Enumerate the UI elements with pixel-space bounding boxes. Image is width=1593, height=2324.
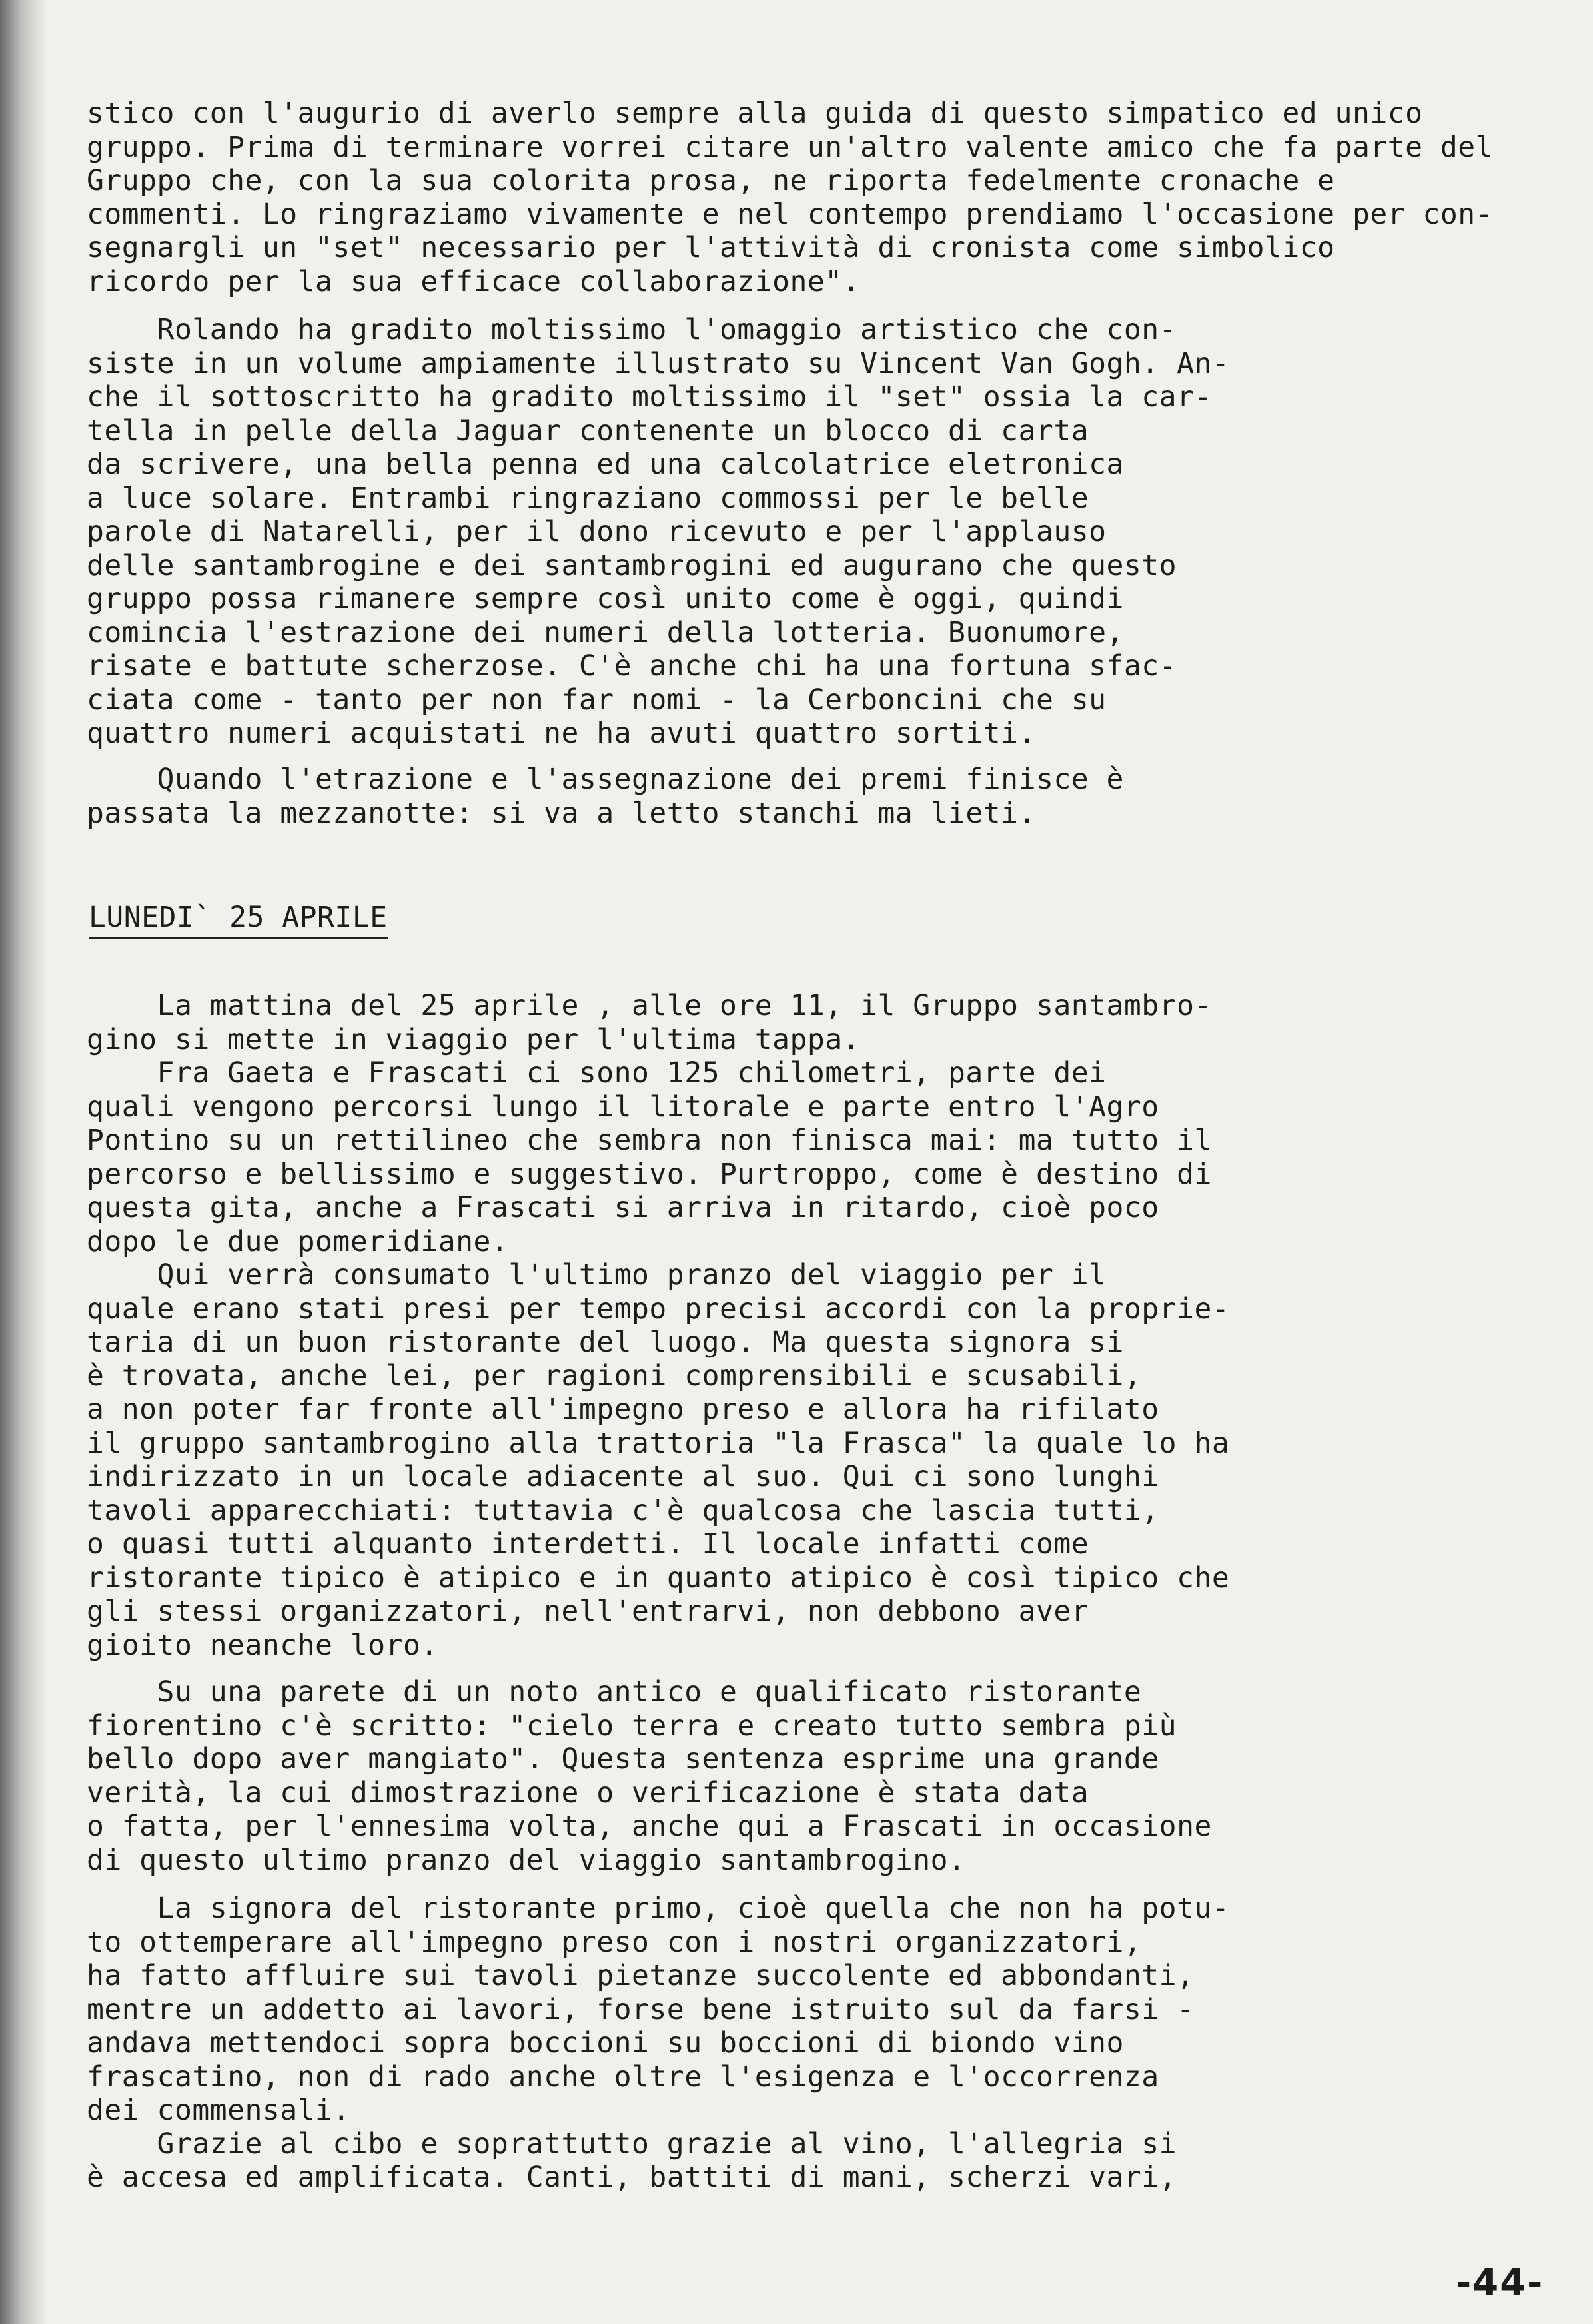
- text-line: dei commensali.: [87, 2094, 350, 2127]
- text-line: Gruppo che, con la sua colorita prosa, ne riporta fedelmente cronache e: [87, 164, 1335, 197]
- text-line: Su una parete di un noto antico e qualificato ristorante: [87, 1675, 1142, 1709]
- text-line: gruppo possa rimanere sempre così unito come è oggi, quindi: [87, 582, 1124, 615]
- text-line: Pontino su un rettilineo che sembra non finisca mai: ma tutto il: [87, 1124, 1212, 1157]
- paragraph-3: [87, 763, 1379, 830]
- page-binding-shadow: [0, 0, 47, 2324]
- text-line: La mattina del 25 aprile , alle ore 11, il Gruppo santambro-: [87, 989, 1212, 1022]
- text-line: il gruppo santambrogino alla trattoria "la Frasca" la quale lo ha: [87, 1426, 1230, 1460]
- paragraph-5: [87, 1675, 1379, 1877]
- text-line: bello dopo aver mangiato". Questa sentenza esprime una grande: [87, 1743, 1159, 1776]
- text-line: gino si mette in viaggio per l'ultima tappa.: [87, 1022, 861, 1056]
- text-line: Rolando ha gradito moltissimo l'omaggio artistico che con-: [87, 313, 1177, 346]
- text-line: ricordo per la sua efficace collaborazione".: [87, 264, 861, 298]
- text-line: o quasi tutti alquanto interdetti. Il locale infatti come: [87, 1527, 1089, 1561]
- text-line: Quando l'etrazione e l'assegnazione dei premi finisce è: [87, 763, 1124, 796]
- section-heading: [89, 901, 388, 934]
- text-line: quali vengono percorsi lungo il litorale e parte entro l'Agro: [87, 1090, 1159, 1124]
- text-line: comincia l'estrazione dei numeri della lotteria. Buonumore,: [87, 615, 1124, 649]
- text-line: gruppo. Prima di terminare vorrei citare un'altro valente amico che fa parte del: [87, 130, 1494, 164]
- text-line: indirizzato in un locale adiacente al suo. Qui ci sono lunghi: [87, 1460, 1159, 1493]
- text-line: frascatino, non di rado anche oltre l'esigenza e l'occorrenza: [87, 2060, 1159, 2094]
- text-line: a luce solare. Entrambi ringraziano commossi per le belle: [87, 481, 1089, 515]
- text-line: è trovata, anche lei, per ragioni comprensibili e scusabili,: [87, 1359, 1142, 1393]
- text-line: a non poter far fronte all'impegno preso e allora ha rifilato: [87, 1393, 1159, 1426]
- heading-text: LUNEDI` 25 APRILE: [89, 901, 388, 939]
- text-line: quale erano stati presi per tempo precisi accordi con la proprie-: [87, 1292, 1230, 1326]
- page-number: -44-: [1456, 2261, 1544, 2305]
- text-line: verità, la cui dimostrazione o verificazione è stata data: [87, 1776, 1089, 1810]
- text-line: Qui verrà consumato l'ultimo pranzo del viaggio per il: [87, 1258, 1107, 1292]
- text-line: percorso e bellissimo e suggestivo. Purtroppo, come è destino di: [87, 1157, 1212, 1191]
- paragraph-4: [87, 989, 1379, 1662]
- text-line: gioito neanche loro.: [87, 1628, 438, 1662]
- text-line: ciata come - tanto per non far nomi - la Cerboncini che su: [87, 683, 1107, 717]
- text-line: Fra Gaeta e Frascati ci sono 125 chilometri, parte dei: [87, 1056, 1107, 1090]
- text-line: gli stessi organizzatori, nell'entrarvi, non debbono aver: [87, 1595, 1089, 1628]
- text-line: La signora del ristorante primo, cioè quella che non ha potu-: [87, 1892, 1230, 1925]
- text-line: di questo ultimo pranzo del viaggio santambrogino.: [87, 1843, 966, 1877]
- text-line: ristorante tipico è atipico e in quanto atipico è così tipico che: [87, 1561, 1230, 1595]
- text-line: passata la mezzanotte: si va a letto stanchi ma lieti.: [87, 796, 1036, 830]
- text-line: segnargli un "set" necessario per l'attività di cronista come simbolico: [87, 231, 1335, 264]
- paragraph-6: [87, 1892, 1379, 2195]
- text-line: stico con l'augurio di averlo sempre alla guida di questo simpatico ed unico: [87, 97, 1423, 130]
- text-line: che il sottoscritto ha gradito moltissimo il "set" ossia la car-: [87, 380, 1212, 414]
- text-line: da scrivere, una bella penna ed una calcolatrice eletronica: [87, 448, 1124, 481]
- text-line: quattro numeri acquistati ne ha avuti quattro sortiti.: [87, 717, 1036, 750]
- text-line: tavoli apparecchiati: tuttavia c'è qualcosa che lascia tutti,: [87, 1493, 1159, 1527]
- text-line: andava mettendoci sopra boccioni su boccioni di biondo vino: [87, 2026, 1124, 2060]
- text-line: o fatta, per l'ennesima volta, anche qui a Frascati in occasione: [87, 1810, 1212, 1843]
- text-line: tella in pelle della Jaguar contenente un blocco di carta: [87, 414, 1089, 448]
- text-line: fiorentino c'è scritto: "cielo terra e creato tutto sembra più: [87, 1709, 1177, 1743]
- paragraph-1: [87, 97, 1494, 298]
- text-line: parole di Natarelli, per il dono ricevuto e per l'applauso: [87, 515, 1107, 548]
- paragraph-2: [87, 313, 1379, 751]
- text-line: ha fatto affluire sui tavoli pietanze succolente ed abbondanti,: [87, 1959, 1195, 1992]
- text-line: questa gita, anche a Frascati si arriva in ritardo, cioè poco: [87, 1191, 1159, 1224]
- text-line: commenti. Lo ringraziamo vivamente e nel contempo prendiamo l'occasione per con-: [87, 197, 1494, 231]
- text-line: mentre un addetto ai lavori, forse bene istruito sul da farsi -: [87, 1992, 1195, 2026]
- text-line: Grazie al cibo e soprattutto grazie al vino, l'allegria si: [87, 2127, 1177, 2161]
- text-line: to ottemperare all'impegno preso con i nostri organizzatori,: [87, 1925, 1142, 1959]
- text-line: dopo le due pomeridiane.: [87, 1224, 509, 1258]
- text-line: delle santambrogine e dei santambrogini ed augurano che questo: [87, 548, 1177, 582]
- text-line: siste in un volume ampiamente illustrato su Vincent Van Gogh. An-: [87, 346, 1230, 380]
- text-line: taria di un buon ristorante del luogo. Ma questa signora si: [87, 1326, 1124, 1359]
- text-line: risate e battute scherzose. C'è anche chi ha una fortuna sfac-: [87, 649, 1177, 683]
- text-line: è accesa ed amplificata. Canti, battiti di mani, scherzi vari,: [87, 2161, 1177, 2194]
